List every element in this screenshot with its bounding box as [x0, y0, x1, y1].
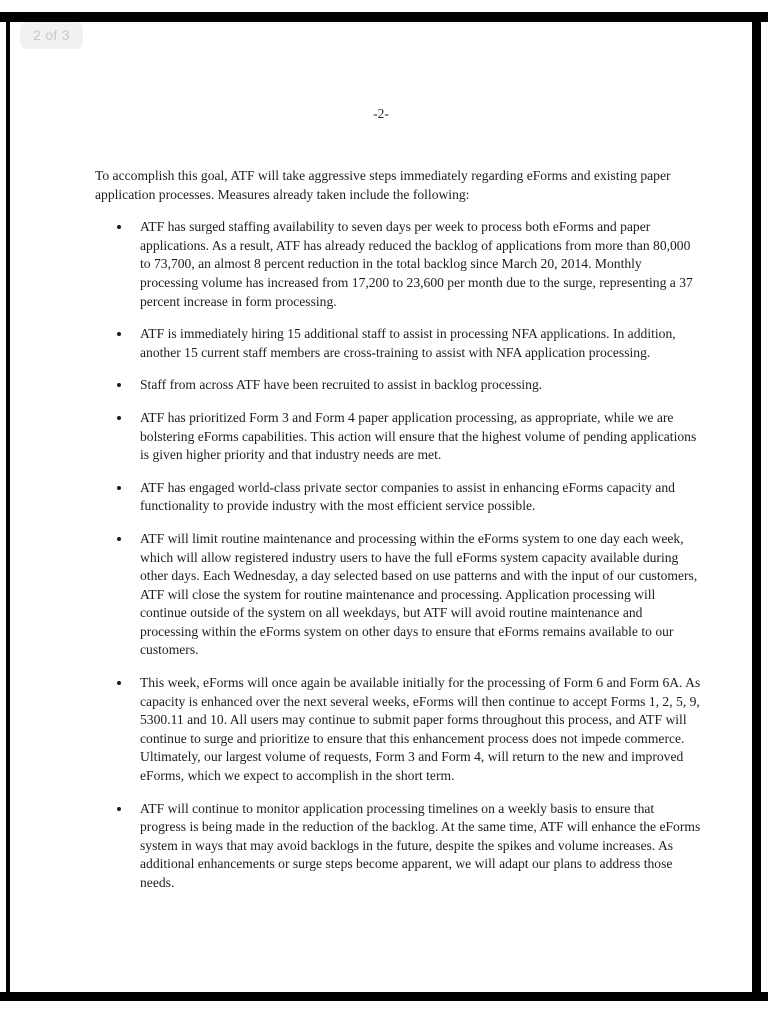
bullet-text: ATF has prioritized Form 3 and Form 4 paper application processing, as appropriate, while we are bolstering eForms capabilities. This action will ensure that the highest volume of pending applications is given higher priority and that industry needs are met.	[140, 409, 697, 463]
bullet-dot-icon	[117, 486, 121, 490]
bullet-text: ATF has surged staffing availability to seven days per week to process both eForms and paper applications. As a result, ATF has already reduced the backlog of applications from more than 80,000 to 73,700, an almost 8 percent reduction in the total backlog since March 20, 2014. Monthly processing volume has increased from 17,200 to 23,600 per month due to the surge, representing a 37 percent increase in form processing.	[140, 219, 693, 309]
lead-paragraph: To accomplish this goal, ATF will take aggressive steps immediately regarding eForms and existing paper application processes. Measures already taken include the following:	[95, 168, 671, 202]
viewer-top-frame-bar	[0, 12, 768, 22]
bullet-dot-icon	[117, 537, 121, 541]
bullet-dot-icon	[117, 807, 121, 811]
list-item	[95, 674, 702, 786]
bullet-text: Staff from across ATF have been recruited to assist in backlog processing.	[140, 377, 543, 393]
bullet-text: ATF is immediately hiring 15 additional staff to assist in processing NFA applications. In addition, another 15 current staff members are cross-training to assist with NFA application processing.	[140, 326, 676, 360]
bullet-text: ATF will continue to monitor application processing timelines on a weekly basis to ensure that progress is being made in the reduction of the backlog. At the same time, ATF will enhance the eForms system in ways that may avoid backlogs in the future, despite the spikes and volume increases. As additional enhancements or surge steps become apparent, we will adapt our plans to address those needs.	[140, 800, 701, 890]
bullet-text: ATF will limit routine maintenance and processing within the eForms system to one day each week, which will allow registered industry users to have the full eForms system capacity available during other days. Each Wednesday, a day selected based on use patterns and with the input of our customers, ATF will close the system for routine maintenance and processing. Application processing will continue outside of the system on all weekdays, but ATF will avoid routine maintenance and processing within the eForms system on other days to ensure that eForms remains available to our customers.	[140, 530, 698, 658]
bullet-dot-icon	[117, 332, 121, 336]
list-item	[95, 409, 702, 465]
page-number-marker: -2-	[373, 106, 389, 121]
list-item	[95, 800, 702, 893]
bullet-dot-icon	[117, 225, 121, 229]
document-body	[95, 167, 702, 893]
list-item	[95, 530, 702, 660]
bullet-dot-icon	[117, 383, 121, 387]
bullet-text: ATF has engaged world-class private sector companies to assist in enhancing eForms capacity and functionality to provide industry with the most efficient service possible.	[140, 479, 675, 514]
list-item	[95, 479, 702, 516]
list-item	[95, 376, 702, 395]
document-page	[10, 22, 752, 992]
list-item	[95, 325, 702, 362]
page-indicator-badge[interactable]: 2 of 3	[20, 22, 83, 49]
viewer-right-frame-edge	[752, 20, 761, 994]
measures-bullet-list	[95, 218, 702, 892]
bullet-text: This week, eForms will once again be available initially for the processing of Form 6 and Form 6A. As capacity is enhanced over the next several weeks, eForms will then continue to accept Forms 1, 2, 5, 9, 5300.11 and 10. All users may continue to submit paper forms throughout this process, and ATF will continue to surge and prioritize to ensure that this enhancement process does not impede commerce. Ultimately, our largest volume of requests, Form 3 and Form 4, will return to the new and improved eForms, which we expect to accomplish in the short term.	[140, 675, 701, 784]
viewer-bottom-frame-bar	[0, 992, 768, 1001]
bullet-dot-icon	[117, 681, 121, 685]
list-item	[95, 218, 702, 311]
bullet-dot-icon	[117, 416, 121, 420]
